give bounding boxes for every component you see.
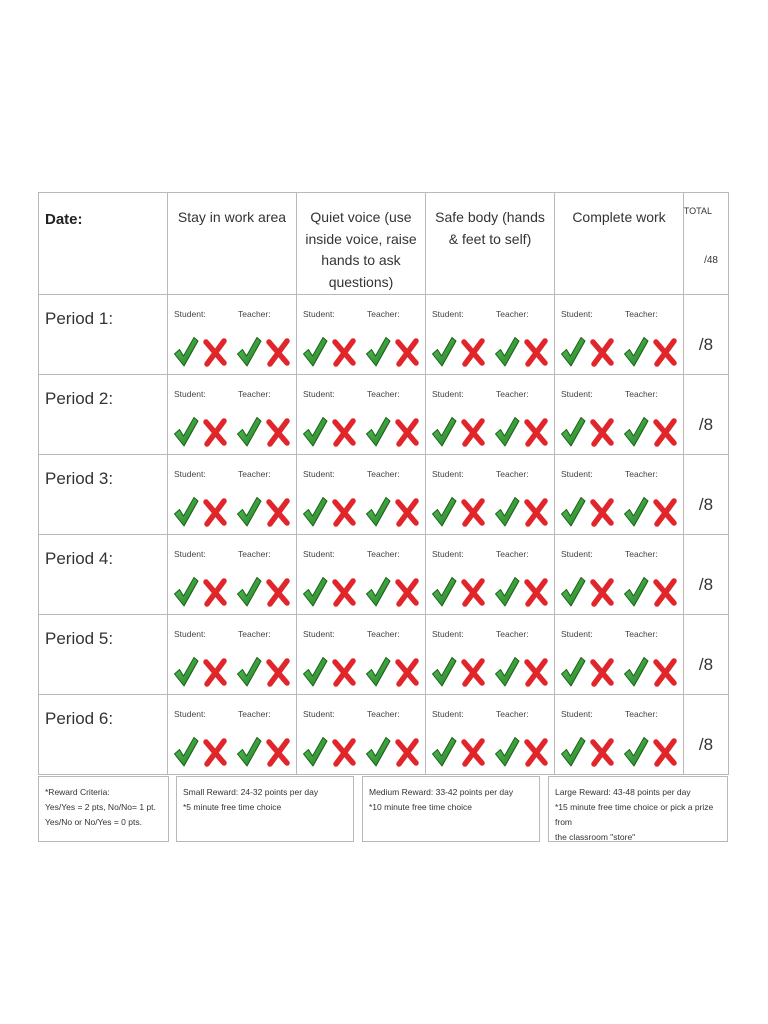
student-x-mark-icon[interactable] [331,335,357,369]
teacher-label: Teacher: [625,388,658,399]
rating-cell [168,534,297,614]
student-checkmark-icon[interactable] [431,495,457,529]
teacher-x-mark-icon[interactable] [652,495,678,529]
teacher-label: Teacher: [496,308,529,319]
teacher-label: Teacher: [238,388,271,399]
student-label: Student: [432,548,464,559]
teacher-label: Teacher: [496,468,529,479]
column-header-label: Complete work [572,209,666,225]
student-x-mark-icon[interactable] [589,735,615,769]
period-row [39,294,729,374]
rating-cell [555,294,684,374]
teacher-x-mark-icon[interactable] [394,415,420,449]
teacher-label: Teacher: [238,308,271,319]
teacher-label: Teacher: [496,708,529,719]
period-score: /8 [698,734,714,754]
teacher-checkmark-icon[interactable] [623,335,649,369]
score-cell [684,294,729,374]
student-x-mark-icon[interactable] [331,415,357,449]
period-score: /8 [698,334,714,354]
teacher-x-mark-icon[interactable] [394,335,420,369]
student-label: Student: [174,308,206,319]
teacher-checkmark-icon[interactable] [365,335,391,369]
teacher-checkmark-icon[interactable] [623,735,649,769]
student-x-mark-icon[interactable] [202,335,228,369]
student-checkmark-icon[interactable] [302,735,328,769]
date-label: Date: [45,211,83,228]
large-reward-box [548,776,728,842]
student-checkmark-icon[interactable] [173,495,199,529]
period-cell [39,454,168,534]
teacher-label: Teacher: [238,548,271,559]
student-label: Student: [432,468,464,479]
student-x-mark-icon[interactable] [589,335,615,369]
period-label: Period 1: [45,308,114,328]
column-header [297,193,426,295]
date-cell[interactable] [39,193,168,295]
total-label: TOTAL [683,206,712,216]
criteria-line: Yes/No or No/Yes = 0 pts. [45,817,142,827]
score-cell [684,694,729,774]
teacher-checkmark-icon[interactable] [236,575,262,609]
teacher-label: Teacher: [367,468,400,479]
total-denominator: /48 [704,255,718,266]
student-checkmark-icon[interactable] [302,495,328,529]
student-label: Student: [303,388,335,399]
period-cell [39,694,168,774]
period-score: /8 [698,494,714,514]
rating-cell [426,694,555,774]
header-row [39,193,729,295]
student-x-mark-icon[interactable] [202,415,228,449]
student-label: Student: [303,628,335,639]
medium-reward-box [362,776,540,842]
teacher-label: Teacher: [367,308,400,319]
teacher-checkmark-icon[interactable] [623,415,649,449]
large-reward-line: *15 minute free time choice or pick a prize from [555,802,714,827]
period-label: Period 2: [45,388,114,408]
rating-cell [426,294,555,374]
teacher-x-mark-icon[interactable] [652,575,678,609]
student-x-mark-icon[interactable] [589,495,615,529]
teacher-x-mark-icon[interactable] [652,735,678,769]
student-checkmark-icon[interactable] [302,335,328,369]
period-cell [39,294,168,374]
student-checkmark-icon[interactable] [431,335,457,369]
reward-criteria-box [38,776,169,842]
teacher-label: Teacher: [625,628,658,639]
student-x-mark-icon[interactable] [331,495,357,529]
student-label: Student: [174,548,206,559]
student-label: Student: [303,468,335,479]
teacher-x-mark-icon[interactable] [265,655,291,689]
teacher-x-mark-icon[interactable] [265,415,291,449]
teacher-label: Teacher: [238,628,271,639]
student-label: Student: [432,308,464,319]
student-checkmark-icon[interactable] [302,415,328,449]
student-label: Student: [561,708,593,719]
teacher-checkmark-icon[interactable] [494,335,520,369]
period-score: /8 [698,654,714,674]
student-checkmark-icon[interactable] [560,575,586,609]
score-cell [684,614,729,694]
period-score: /8 [698,414,714,434]
period-label: Period 3: [45,468,114,488]
student-checkmark-icon[interactable] [560,735,586,769]
teacher-label: Teacher: [367,388,400,399]
teacher-checkmark-icon[interactable] [494,655,520,689]
rating-cell [168,614,297,694]
period-row [39,534,729,614]
student-label: Student: [432,388,464,399]
criteria-line: *Reward Criteria: [45,787,110,797]
teacher-label: Teacher: [625,308,658,319]
teacher-checkmark-icon[interactable] [365,575,391,609]
student-x-mark-icon[interactable] [589,575,615,609]
rating-cell [426,374,555,454]
column-header-label: Safe body (hands & feet to self) [435,209,545,247]
teacher-label: Teacher: [367,628,400,639]
teacher-label: Teacher: [367,548,400,559]
medium-reward-line: Medium Reward: 33-42 points per day [369,787,514,797]
rating-cell [297,694,426,774]
student-checkmark-icon[interactable] [560,415,586,449]
teacher-label: Teacher: [625,708,658,719]
student-x-mark-icon[interactable] [331,735,357,769]
student-x-mark-icon[interactable] [202,575,228,609]
teacher-x-mark-icon[interactable] [394,495,420,529]
student-checkmark-icon[interactable] [173,575,199,609]
teacher-x-mark-icon[interactable] [265,495,291,529]
teacher-checkmark-icon[interactable] [365,655,391,689]
student-label: Student: [561,468,593,479]
period-row [39,694,729,774]
teacher-x-mark-icon[interactable] [652,415,678,449]
teacher-label: Teacher: [625,468,658,479]
student-checkmark-icon[interactable] [302,655,328,689]
student-checkmark-icon[interactable] [431,415,457,449]
teacher-label: Teacher: [625,548,658,559]
teacher-checkmark-icon[interactable] [236,335,262,369]
student-label: Student: [432,708,464,719]
rating-cell [168,294,297,374]
rating-cell [168,694,297,774]
rating-cell [168,454,297,534]
period-cell [39,534,168,614]
rating-cell [555,374,684,454]
behavior-chart-table [38,192,729,775]
student-label: Student: [432,628,464,639]
teacher-checkmark-icon[interactable] [236,655,262,689]
teacher-checkmark-icon[interactable] [494,735,520,769]
student-x-mark-icon[interactable] [331,655,357,689]
teacher-x-mark-icon[interactable] [265,575,291,609]
rating-cell [297,374,426,454]
student-label: Student: [174,708,206,719]
student-x-mark-icon[interactable] [460,495,486,529]
rating-cell [555,454,684,534]
student-x-mark-icon[interactable] [589,655,615,689]
student-label: Student: [561,388,593,399]
student-label: Student: [303,548,335,559]
column-header-label: Quiet voice (use inside voice, raise hands to ask questions) [305,209,417,291]
student-checkmark-icon[interactable] [173,335,199,369]
student-checkmark-icon[interactable] [431,655,457,689]
rating-cell [297,454,426,534]
teacher-checkmark-icon[interactable] [236,415,262,449]
student-x-mark-icon[interactable] [460,415,486,449]
period-cell [39,374,168,454]
student-checkmark-icon[interactable] [173,735,199,769]
score-cell [684,534,729,614]
teacher-checkmark-icon[interactable] [623,575,649,609]
teacher-x-mark-icon[interactable] [394,575,420,609]
period-cell [39,614,168,694]
student-checkmark-icon[interactable] [173,655,199,689]
teacher-checkmark-icon[interactable] [236,735,262,769]
teacher-x-mark-icon[interactable] [523,415,549,449]
student-label: Student: [303,708,335,719]
teacher-x-mark-icon[interactable] [523,495,549,529]
period-label: Period 6: [45,708,114,728]
rating-cell [555,694,684,774]
teacher-x-mark-icon[interactable] [652,335,678,369]
teacher-label: Teacher: [496,388,529,399]
large-reward-line: the classroom "store" [555,832,636,842]
rating-cell [426,534,555,614]
teacher-label: Teacher: [367,708,400,719]
rating-cell [297,294,426,374]
total-header [684,193,729,295]
large-reward-line: Large Reward: 43-48 points per day [555,787,691,797]
rating-cell [168,374,297,454]
student-x-mark-icon[interactable] [589,415,615,449]
teacher-checkmark-icon[interactable] [365,495,391,529]
rating-cell [426,614,555,694]
teacher-label: Teacher: [238,708,271,719]
period-label: Period 4: [45,548,114,568]
teacher-x-mark-icon[interactable] [394,655,420,689]
period-row [39,454,729,534]
small-reward-line: Small Reward: 24-32 points per day [183,787,319,797]
teacher-x-mark-icon[interactable] [265,335,291,369]
rating-cell [297,614,426,694]
student-checkmark-icon[interactable] [560,655,586,689]
rating-cell [555,534,684,614]
teacher-checkmark-icon[interactable] [494,495,520,529]
teacher-x-mark-icon[interactable] [523,655,549,689]
student-label: Student: [303,308,335,319]
score-cell [684,374,729,454]
teacher-checkmark-icon[interactable] [623,655,649,689]
teacher-x-mark-icon[interactable] [523,575,549,609]
column-header-label: Stay in work area [177,209,287,225]
student-checkmark-icon[interactable] [431,575,457,609]
student-checkmark-icon[interactable] [173,415,199,449]
student-label: Student: [174,468,206,479]
rating-cell [297,534,426,614]
column-header [555,193,684,295]
student-label: Student: [174,628,206,639]
student-label: Student: [174,388,206,399]
teacher-x-mark-icon[interactable] [394,735,420,769]
small-reward-box [176,776,354,842]
rating-cell [555,614,684,694]
criteria-line: Yes/Yes = 2 pts, No/No= 1 pt. [45,802,156,812]
student-x-mark-icon[interactable] [202,655,228,689]
student-checkmark-icon[interactable] [560,335,586,369]
score-cell [684,454,729,534]
teacher-x-mark-icon[interactable] [523,335,549,369]
teacher-label: Teacher: [238,468,271,479]
teacher-checkmark-icon[interactable] [494,415,520,449]
student-checkmark-icon[interactable] [431,735,457,769]
teacher-checkmark-icon[interactable] [365,415,391,449]
period-row [39,614,729,694]
medium-reward-line: *10 minute free time choice [369,802,472,812]
student-x-mark-icon[interactable] [202,735,228,769]
student-checkmark-icon[interactable] [302,575,328,609]
period-score: /8 [698,574,714,594]
column-header [426,193,555,295]
student-label: Student: [561,628,593,639]
student-x-mark-icon[interactable] [202,495,228,529]
teacher-x-mark-icon[interactable] [265,735,291,769]
student-x-mark-icon[interactable] [460,655,486,689]
teacher-checkmark-icon[interactable] [236,495,262,529]
teacher-x-mark-icon[interactable] [523,735,549,769]
student-x-mark-icon[interactable] [331,575,357,609]
teacher-x-mark-icon[interactable] [652,655,678,689]
period-label: Period 5: [45,628,114,648]
teacher-checkmark-icon[interactable] [494,575,520,609]
teacher-checkmark-icon[interactable] [623,495,649,529]
small-reward-line: *5 minute free time choice [183,802,282,812]
student-checkmark-icon[interactable] [560,495,586,529]
rating-cell [426,454,555,534]
teacher-checkmark-icon[interactable] [365,735,391,769]
teacher-label: Teacher: [496,548,529,559]
column-header [168,193,297,295]
period-row [39,374,729,454]
student-x-mark-icon[interactable] [460,735,486,769]
student-x-mark-icon[interactable] [460,575,486,609]
student-label: Student: [561,548,593,559]
teacher-label: Teacher: [496,628,529,639]
student-label: Student: [561,308,593,319]
student-x-mark-icon[interactable] [460,335,486,369]
